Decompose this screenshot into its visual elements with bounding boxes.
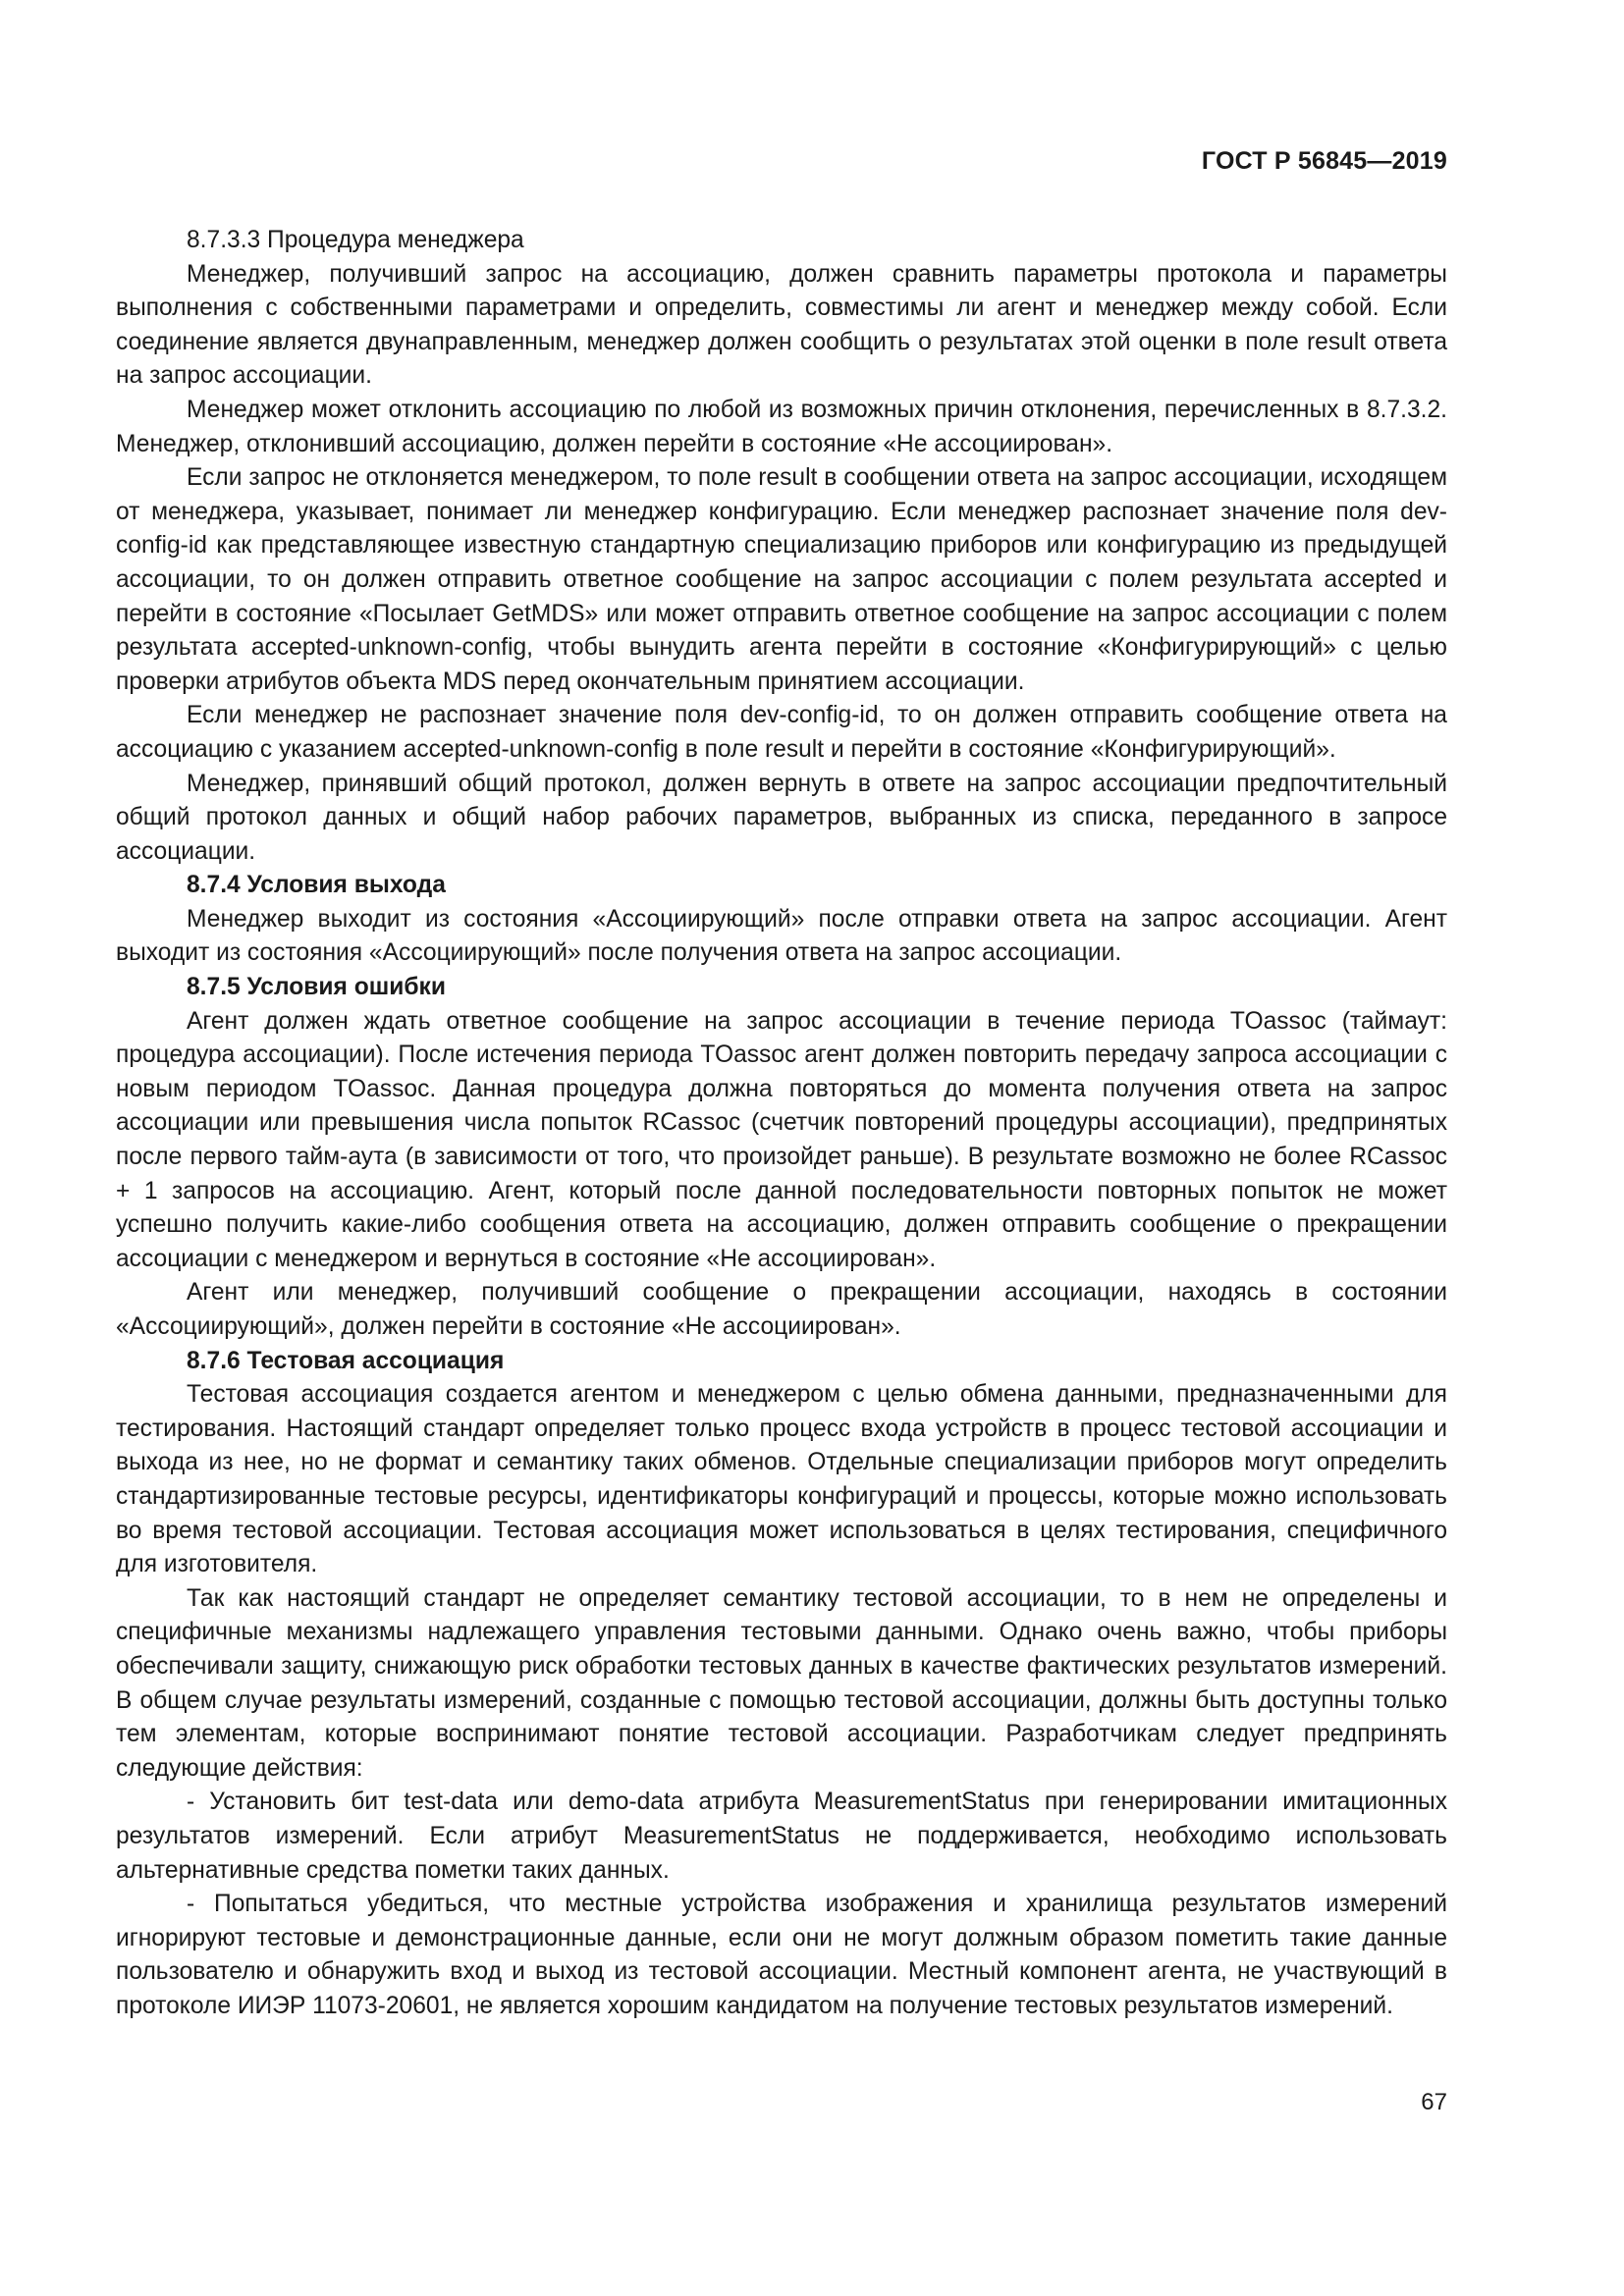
paragraph: Менеджер, принявший общий протокол, должен вернуть в ответе на запрос ассоциации предпочтительный общий протокол данных и общий набор рабочих параметров, выбранных из списка, переданного в запросе ассоциации. — [116, 770, 1447, 865]
paragraph: Агент должен ждать ответное сообщение на запрос ассоциации в течение периода TOassoc (таймаут: процедура ассоциации). После истечения периода TOassoc агент должен повторить передачу запроса ассоциации с новым периодом TOassoc. Данная процедура должна повторяться до момента получения ответа на запрос ассоциации или превышения числа попыток RCassoc (счетчик повторений процедуры ассоциации), предпринятых после первого тайм-аута (в зависимости от того, что произойдет раньше). В результате возможно не более RCassoc + 1 запросов на ассоциацию. Агент, который после данной последовательности повторных попыток не может успешно получить какие-либо сообщения ответа на ассоциацию, должен отправить сообщение о прекращении ассоциации с менеджером и вернуться в состояние «Не ассоциирован». — [116, 1007, 1447, 1272]
list-item: - Установить бит test-data или demo-data атрибута MeasurementStatus при генерировании имитационных результатов измерений. Если атрибут MeasurementStatus не поддерживается, необходимо использовать альтернативные средства пометки таких данных. — [116, 1789, 1447, 1884]
paragraph: Менеджер выходит из состояния «Ассоциирующий» после отправки ответа на запрос ассоциации. Агент выходит из состояния «Ассоциирующий» после получения ответа на запрос ассоциации. — [116, 905, 1447, 967]
section-heading-8-7-3-3: 8.7.3.3 Процедура менеджера — [187, 227, 524, 253]
paragraph: Так как настоящий стандарт не определяет семантику тестовой ассоциации, то в нем не определены и специфичные механизмы надлежащего управления тестовыми данными. Однако очень важно, чтобы приборы обеспечивали защиту, снижающую риск обработки тестовых данных в качестве фактических результатов измерений. В общем случае результаты измерений, созданные с помощью тестовой ассоциации, должны быть доступны только тем элементам, которые воспринимают понятие тестовой ассоциации. Разработчикам следует предпринять следующие действия: — [116, 1584, 1447, 1782]
paragraph: Агент или менеджер, получивший сообщение о прекращении ассоциации, находясь в состоянии «Ассоциирующий», должен перейти в состояние «Не ассоциирован». — [116, 1279, 1447, 1340]
paragraph: Если запрос не отклоняется менеджером, то поле result в сообщении ответа на запрос ассоциации, исходящем от менеджера, указывает, понимает ли менеджер конфигурацию. Если менеджер распознает значение поля dev-config-id как представляющее известную стандартную специализацию приборов или конфигурацию из предыдущей ассоциации, то он должен отправить ответное сообщение на запрос ассоциации с полем результата accepted и перейти в состояние «Посылает GetMDS» или может отправить ответное сообщение на запрос ассоциации с полем результата accepted-unknown-config, чтобы вынудить агента перейти в состояние «Конфигурирующий» с целью проверки атрибутов объекта MDS перед окончательным принятием ассоциации. — [116, 464, 1447, 695]
page-number: 67 — [1421, 2089, 1447, 2115]
section-heading-8-7-5: 8.7.5 Условия ошибки — [187, 974, 446, 1001]
paragraph: Менеджер может отклонить ассоциацию по любой из возможных причин отклонения, перечисленных в 8.7.3.2. Менеджер, отклонивший ассоциацию, должен перейти в состояние «Не ассоциирован». — [116, 396, 1447, 457]
standard-code: ГОСТ Р 56845—2019 — [1201, 147, 1447, 175]
document-body — [116, 224, 1447, 2023]
list-item: - Попытаться убедиться, что местные устройства изображения и хранилища результатов измерений игнорируют тестовые и демонстрационные данные, если они не могут должным образом пометить такие данные пользователю и обнаружить вход и выход из тестовой ассоциации. Местный компонент агента, не участвующий в протоколе ИИЭР 11073-20601, не является хорошим кандидатом на получение тестовых результатов измерений. — [116, 1891, 1447, 2019]
section-heading-8-7-6: 8.7.6 Тестовая ассоциация — [187, 1347, 505, 1374]
paragraph: Тестовая ассоциация создается агентом и менеджером с целью обмена данными, предназначенными для тестирования. Настоящий стандарт определяет только процесс входа устройств в процесс тестовой ассоциации и выхода из нее, но не формат и семантику таких обменов. Отдельные специализации приборов могут определить стандартизированные тестовые ресурсы, идентификаторы конфигураций и процессы, которые можно использовать во время тестовой ассоциации. Тестовая ассоциация может использоваться в целях тестирования, специфичного для изготовителя. — [116, 1381, 1447, 1578]
section-heading-8-7-4: 8.7.4 Условия выхода — [187, 872, 446, 899]
paragraph: Менеджер, получивший запрос на ассоциацию, должен сравнить параметры протокола и параметры выполнения с собственными параметрами и определить, совместимы ли агент и менеджер между собой. Если соединение является двунаправленным, менеджер должен сообщить о результатах этой оценки в поле result ответа на запрос ассоциации. — [116, 260, 1447, 390]
paragraph: Если менеджер не распознает значение поля dev-config-id, то он должен отправить сообщение ответа на ассоциацию с указанием accepted-unknown-config в поле result и перейти в состояние «Конфигурирующий». — [116, 702, 1447, 763]
